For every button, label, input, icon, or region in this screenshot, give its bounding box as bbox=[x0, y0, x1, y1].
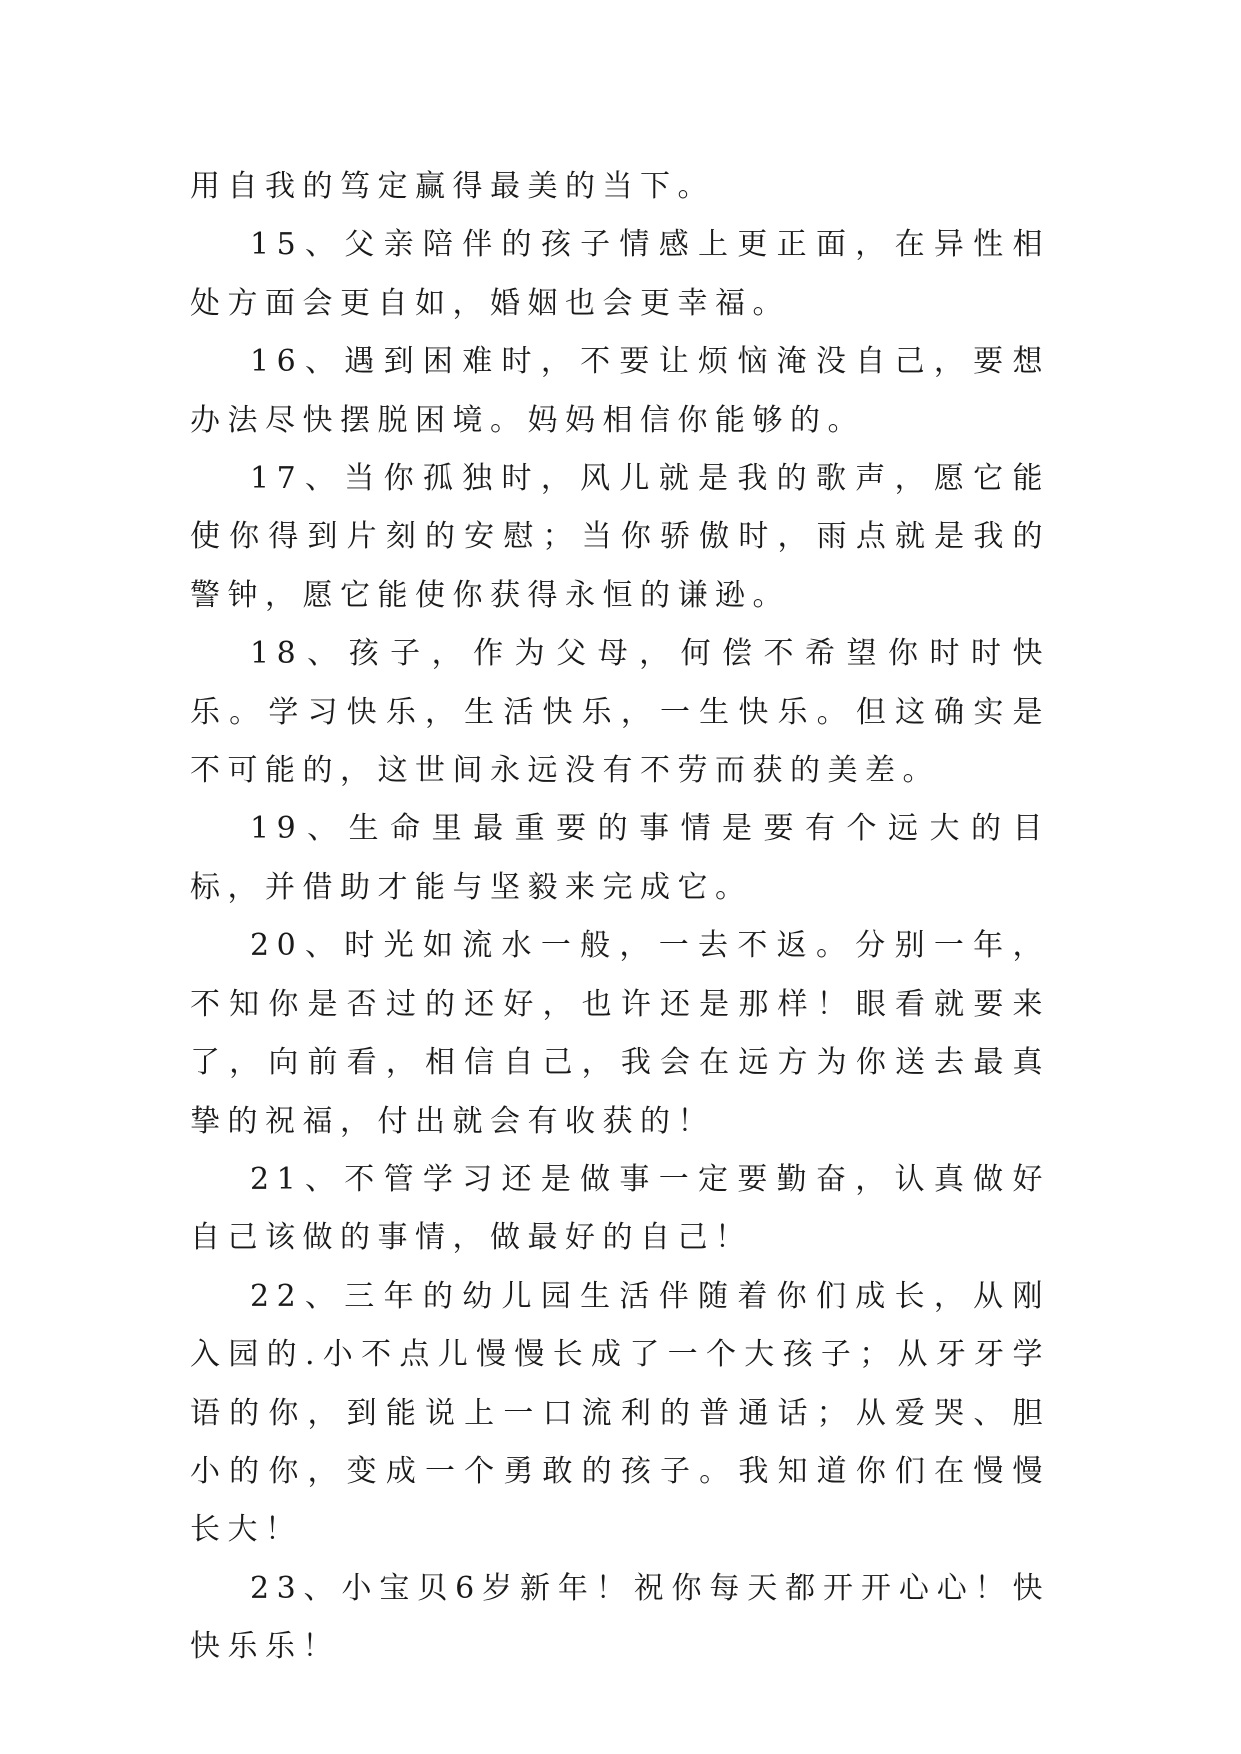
paragraph-18: 18、孩子，作为父母，何偿不希望你时时快乐。学习快乐，生活快乐，一生快乐。但这确实是不可能的，这世间永远没有不劳而获的美差。 bbox=[190, 636, 1050, 789]
paragraph-20: 20、时光如流水一般，一去不返。分别一年，不知你是否过的还好，也许还是那样！眼看就要来了，向前看，相信自己，我会在远方为你送去最真挚的祝福，付出就会有收获的！ bbox=[190, 928, 1050, 1139]
paragraph-21: 21、不管学习还是做事一定要勤奋，认真做好自己该做的事情，做最好的自己！ bbox=[190, 1161, 1050, 1256]
paragraph-continuation: 用自我的笃定赢得最美的当下。 bbox=[190, 169, 715, 204]
document-body bbox=[190, 158, 1050, 1677]
paragraph-19: 19、生命里最重要的事情是要有个远大的目标，并借助才能与坚毅来完成它。 bbox=[190, 811, 1050, 905]
paragraph-23: 23、小宝贝6岁新年！祝你每天都开开心心！快快乐乐！ bbox=[190, 1570, 1050, 1665]
paragraph-17: 17、当你孤独时，风儿就是我的歌声，愿它能使你得到片刻的安慰；当你骄傲时，雨点就是我的警钟，愿它能使你获得永恒的谦逊。 bbox=[190, 461, 1050, 613]
paragraph-15: 15、父亲陪伴的孩子情感上更正面，在异性相处方面会更自如，婚姻也会更幸福。 bbox=[190, 227, 1050, 321]
paragraph-22: 22、三年的幼儿园生活伴随着你们成长，从刚入园的.小不点儿慢慢长成了一个大孩子；从牙牙学语的你，到能说上一口流利的普通话；从爱哭、胆小的你，变成一个勇敢的孩子。我知道你们在慢慢长大！ bbox=[190, 1278, 1050, 1548]
paragraph-16: 16、遇到困难时，不要让烦恼淹没自己，要想办法尽快摆脱困境。妈妈相信你能够的。 bbox=[190, 344, 1050, 438]
